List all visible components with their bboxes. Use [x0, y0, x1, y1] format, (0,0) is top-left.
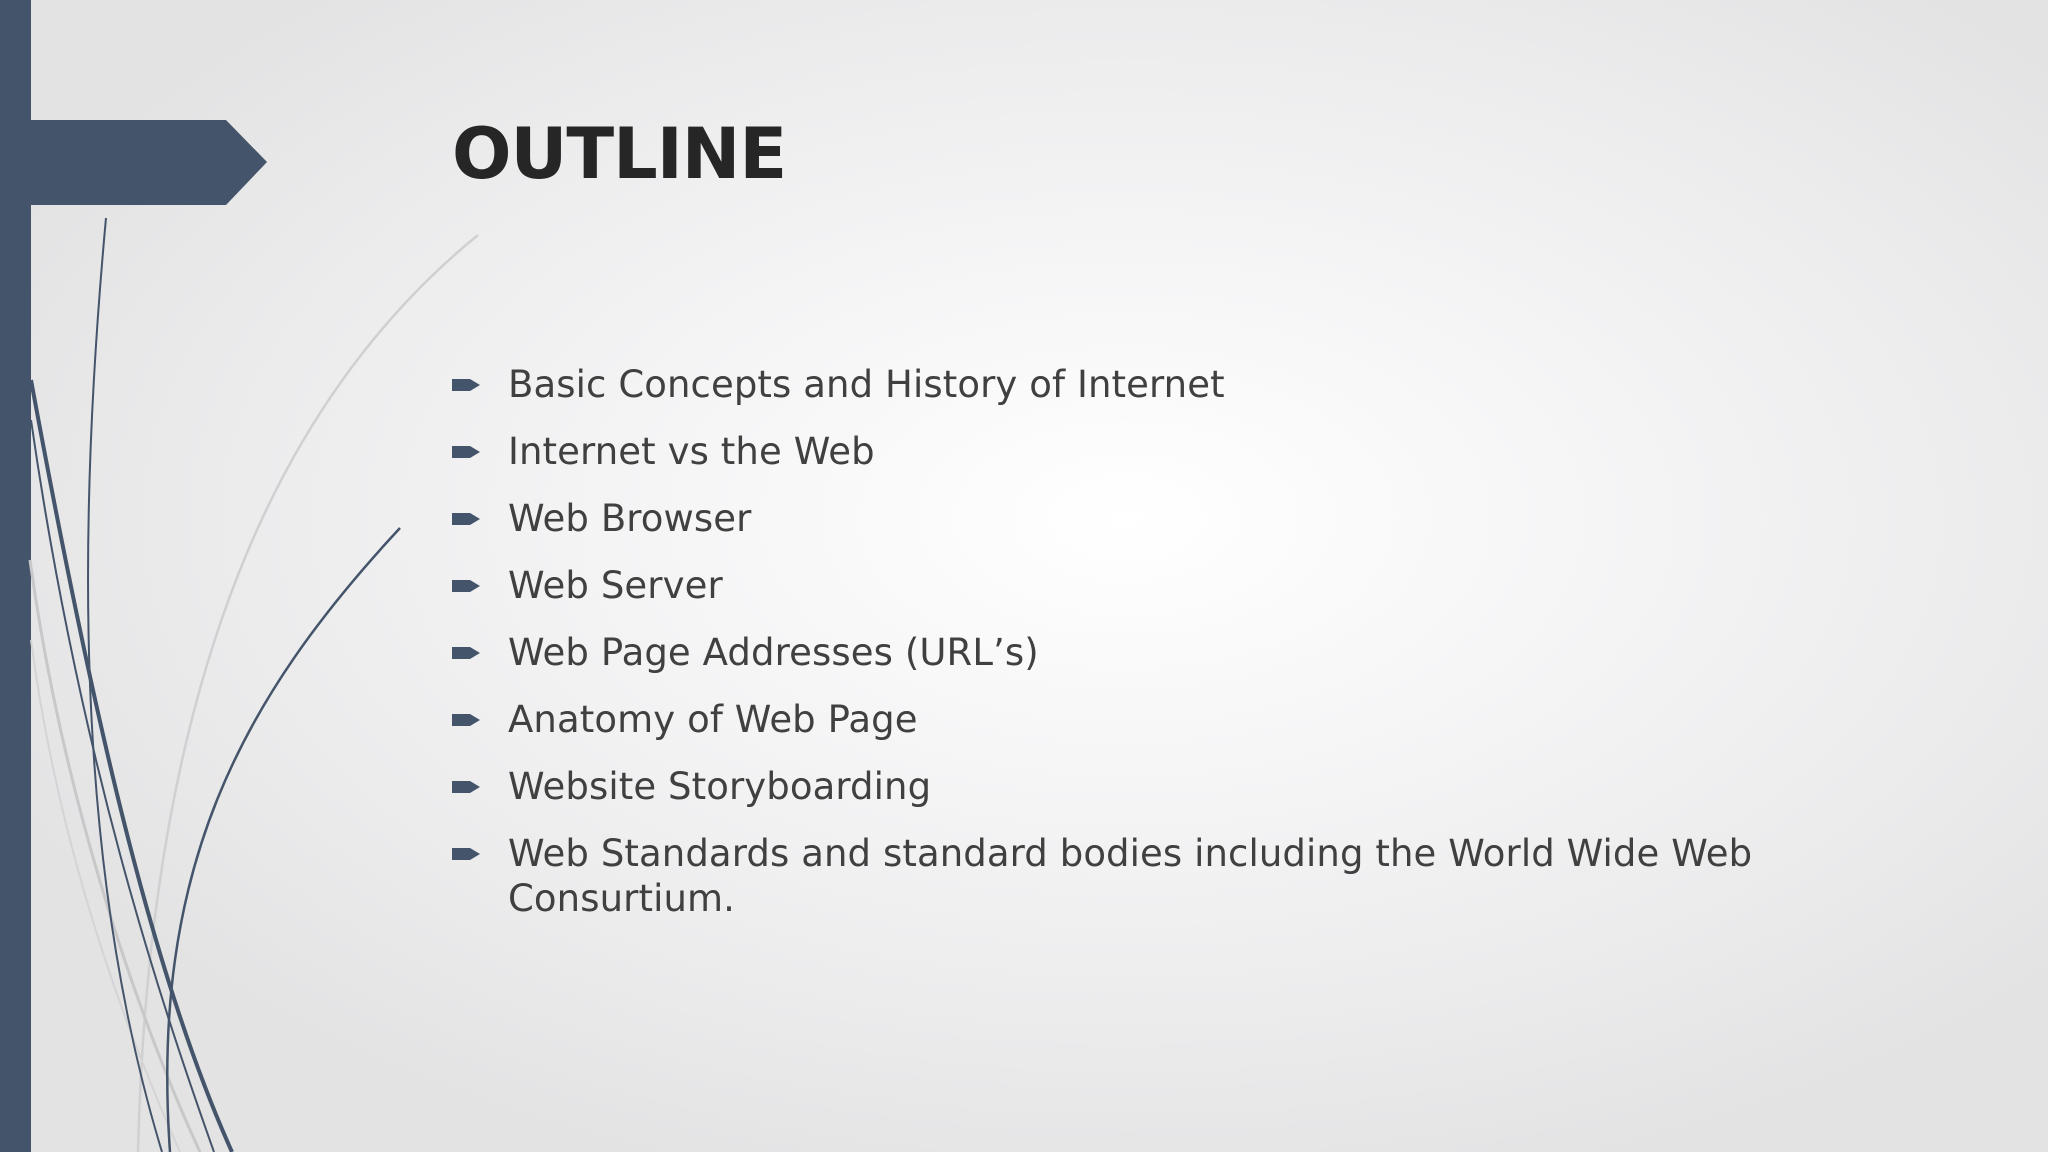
- list-item-text: Internet vs the Web: [508, 430, 875, 473]
- arrow-bullet-icon: [452, 630, 508, 675]
- list-item: [452, 764, 1852, 809]
- arrow-bullet-icon: [452, 362, 508, 407]
- list-item-text: Web Standards and standard bodies including the World Wide Web Consurtium.: [508, 832, 1753, 920]
- arrow-bullet-icon: [452, 831, 508, 876]
- title-arrow-banner: [0, 120, 267, 205]
- list-item-text: Web Browser: [508, 497, 752, 540]
- list-item: [452, 563, 1852, 608]
- list-item-text: Web Page Addresses (URL’s): [508, 631, 1039, 674]
- list-item: [452, 630, 1852, 675]
- dark-curve-1: [88, 218, 162, 1152]
- arrow-bullet-icon: [452, 496, 508, 541]
- light-curve-2: [30, 560, 200, 1152]
- light-curve-1: [138, 235, 478, 1152]
- list-item-text: Basic Concepts and History of Internet: [508, 363, 1225, 406]
- arrow-bullet-icon: [452, 563, 508, 608]
- list-item-text: Web Server: [508, 564, 723, 607]
- list-item: [452, 697, 1852, 742]
- arrow-bullet-icon: [452, 429, 508, 474]
- arrow-bullet-icon: [452, 697, 508, 742]
- list-item: [452, 362, 1852, 407]
- slide-title: OUTLINE: [452, 113, 787, 195]
- arrow-bullet-icon: [452, 764, 508, 809]
- dark-curve-3: [167, 528, 400, 1152]
- list-item: [452, 496, 1852, 541]
- list-item: [452, 429, 1852, 474]
- list-item-text: Website Storyboarding: [508, 765, 932, 808]
- outline-list: [452, 362, 1852, 943]
- list-item: [452, 831, 1852, 921]
- list-item-text: Anatomy of Web Page: [508, 698, 918, 741]
